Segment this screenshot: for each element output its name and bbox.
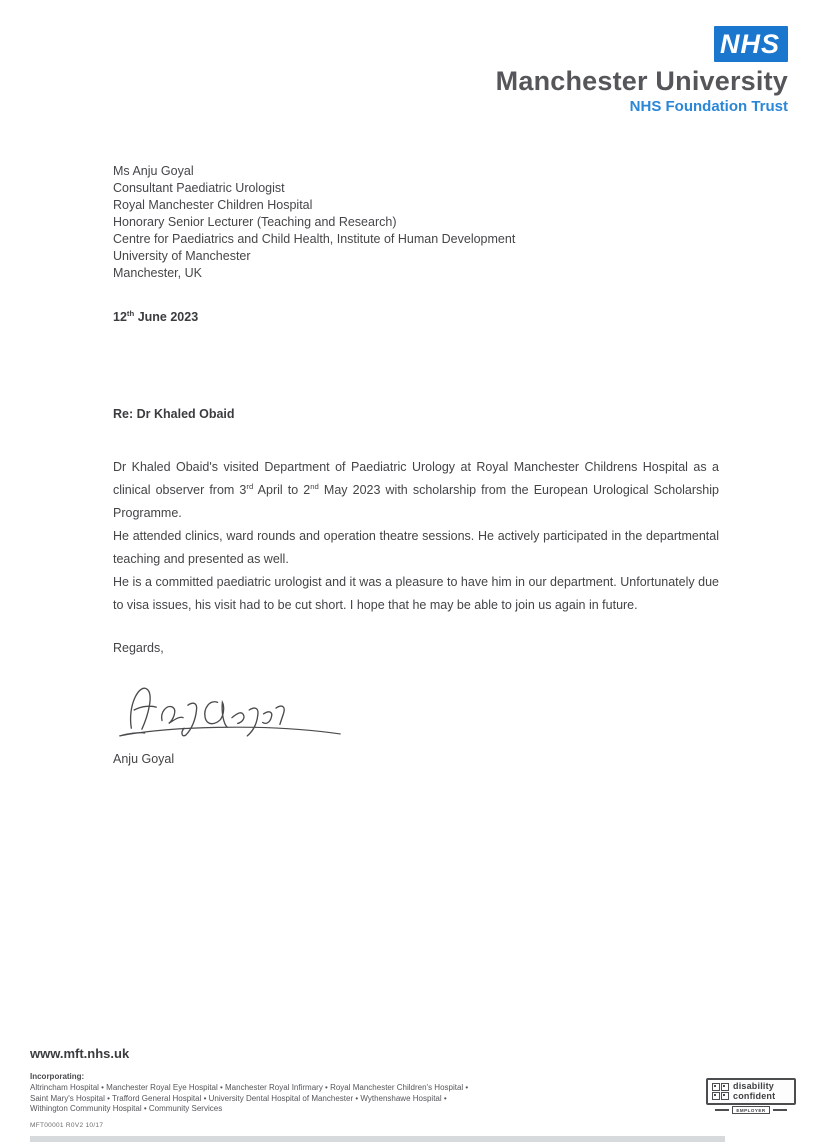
regards-closing: Regards, [113,641,164,655]
hospital-list-line: Withington Community Hospital • Community Services [30,1104,223,1113]
body-paragraph-3: He is a committed paediatric urologist and it was a pleasure to have him in our department. Unfortunately due to visa issues, his visit had to be cut short. I hope that he may be able to join us again in future. [113,575,719,612]
disability-confident-text [733,1082,775,1101]
address-line: Honorary Senior Lecturer (Teaching and Research) [113,215,397,229]
address-line: Royal Manchester Children Hospital [113,198,313,212]
badge-employer-row [706,1106,796,1114]
org-subtitle: NHS Foundation Trust [629,98,788,115]
ordinal-superscript: nd [310,481,319,491]
letter-body [113,456,719,617]
ordinal-superscript: rd [246,481,254,491]
incorporating-label: Incorporating: [30,1072,85,1081]
hospital-list-line: Altrincham Hospital • Manchester Royal Eye Hospital • Manchester Royal Infirmary • Royal Manchester Children's Hospital • [30,1083,469,1092]
disability-confident-badge [706,1078,796,1114]
subject-line: Re: Dr Khaled Obaid [113,407,235,421]
disability-confident-symbol-icon [712,1083,729,1100]
address-line: University of Manchester [113,249,251,263]
date-ordinal: th [126,308,135,318]
badge-dash-left [715,1109,729,1111]
org-name: Manchester University [495,66,788,96]
bottom-scan-bar [30,1136,725,1142]
badge-line-1: disability [733,1081,775,1091]
body-paragraph-2: He attended clinics, ward rounds and operation theatre sessions. He actively participated in the departmental teaching and presented as well. [113,529,719,566]
body-paragraph-1 [113,456,719,525]
date-rest: June 2023 [134,310,199,324]
letter-date [113,310,198,324]
badge-employer-label: EMPLOYER [732,1106,769,1114]
paragraph-text: May 2023 with scholarship from the European Urological Scholarship Programme. [113,483,719,520]
disability-confident-box [706,1078,796,1105]
badge-line-2: confident [733,1090,776,1101]
address-line: Manchester, UK [113,266,202,280]
nhs-brand-block [496,26,788,115]
address-line: Ms Anju Goyal [113,164,194,178]
signature-image [116,676,346,744]
recipient-address [113,163,515,282]
nhs-logo: NHS [714,26,788,62]
date-day: 12 [113,310,127,324]
badge-dash-right [773,1109,787,1111]
signer-name: Anju Goyal [113,752,175,766]
hospital-list [30,1083,590,1115]
ref-code: MFT00001 R0V2 10/17 [30,1122,104,1129]
address-line: Consultant Paediatric Urologist [113,181,285,195]
address-line: Centre for Paediatrics and Child Health, Institute of Human Development [113,232,516,246]
footer-website: www.mft.nhs.uk [30,1046,130,1061]
hospital-list-line: Saint Mary's Hospital • Trafford General Hospital • University Dental Hospital of Manchester • Wythenshawe Hospital • [30,1093,447,1103]
paragraph-text: April to 2 [253,483,311,497]
paragraph-text: Dr Khaled Obaid's visited Department of Paediatric Urology at Royal Manchester Childrens Hospital as a clinical observer from 3 [113,460,719,497]
